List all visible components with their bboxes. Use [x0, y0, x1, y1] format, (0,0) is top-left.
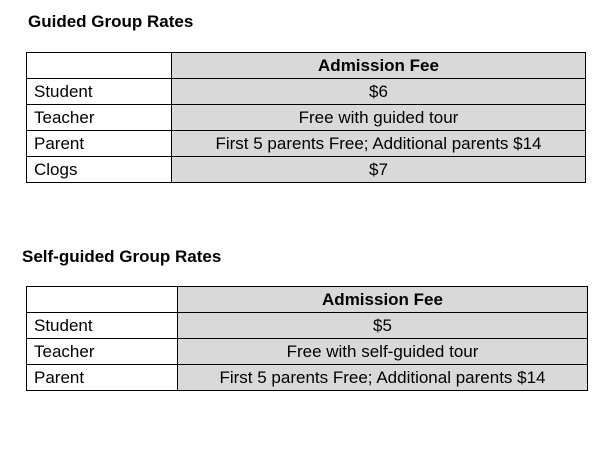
row-label-teacher: Teacher: [27, 339, 178, 365]
empty-header-cell: [27, 53, 172, 79]
empty-header-cell: [27, 287, 178, 313]
fee-clogs: $7: [172, 157, 586, 183]
table-row: [27, 313, 588, 339]
table-row: [27, 79, 586, 105]
guided-rates-title: Guided Group Rates: [28, 12, 194, 31]
row-label-teacher: Teacher: [27, 105, 172, 131]
table-row: [27, 339, 588, 365]
table-row: [27, 105, 586, 131]
fee-teacher: Free with self-guided tour: [178, 339, 588, 365]
fee-student: $6: [172, 79, 586, 105]
row-label-student: Student: [27, 79, 172, 105]
guided-rates-table: [26, 52, 586, 183]
table-header-row: [27, 287, 588, 313]
self-guided-rates-table: [26, 286, 588, 391]
fee-parent: First 5 parents Free; Additional parents $14: [172, 131, 586, 157]
table-header-row: [27, 53, 586, 79]
table-row: [27, 365, 588, 391]
fee-teacher: Free with guided tour: [172, 105, 586, 131]
row-label-parent: Parent: [27, 365, 178, 391]
row-label-parent: Parent: [27, 131, 172, 157]
row-label-clogs: Clogs: [27, 157, 172, 183]
table-row: [27, 157, 586, 183]
fee-student: $5: [178, 313, 588, 339]
table-row: [27, 131, 586, 157]
admission-fee-header: Admission Fee: [178, 287, 588, 313]
admission-fee-header: Admission Fee: [172, 53, 586, 79]
self-guided-rates-title: Self-guided Group Rates: [22, 247, 222, 266]
row-label-student: Student: [27, 313, 178, 339]
fee-parent: First 5 parents Free; Additional parents $14: [178, 365, 588, 391]
